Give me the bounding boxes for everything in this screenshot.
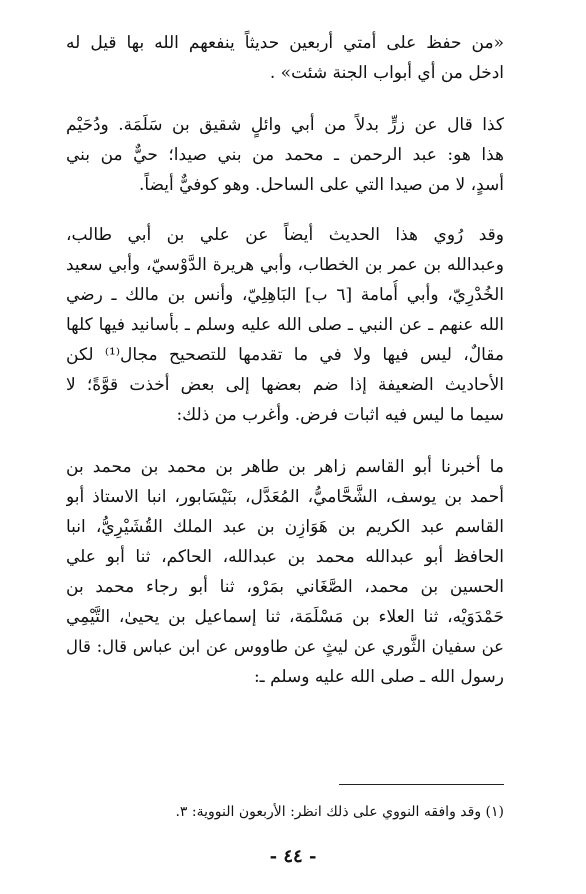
text-line: ما أخبرنا أبو القاسم زاهر بن طاهر بن محمد بن محمد بن xyxy=(66,457,504,477)
text-line: وقد رُوي هذا الحديث أيضاً عن علي بن أبي طالب، xyxy=(66,225,504,245)
text-line: سيما ما ليس فيه اثبات فرض. وأغرب من ذلك: xyxy=(176,405,504,425)
text-line: عن سفيان الثَّوري عن ليثٍ عن طاووس عن ابن عباس قال: قال xyxy=(66,637,504,656)
text-line: ادخل من أي أبواب الجنة شئت» . xyxy=(269,63,504,83)
text-line: أحمد بن يوسف، الشَّحَّاميُّ، المُعَدَّل، بنَيْسَابور، انبا الاستاذ أبو xyxy=(66,487,504,507)
text-line: الحسين بن محمد، الصَّغَاني بمَرْو، ثنا أبو رجاء محمد بن xyxy=(66,577,504,597)
text-line: الحافظ أبو عبدالله محمد بن عبدالله، الحاكم، ثنا أبو علي xyxy=(66,547,504,567)
paragraph-commentary xyxy=(66,110,504,200)
footnote-divider xyxy=(339,784,504,785)
text-line: القاسم عبد الكريم بن هَوَازِن بن عبد الملك القُشَيْرِيُّ، انبا xyxy=(66,517,504,537)
text-line: «من حفظ على أمتي أربعين حديثاً ينفعهم الله بها قيل له xyxy=(66,33,504,53)
text-line: حَمْدَوَيْه، ثنا العلاء بن مَسْلَمَة، ثنا إسماعيل بن يحيىٰ، التَّيْمِي xyxy=(66,607,504,627)
footnote: (١) وقد وافقه النووي على ذلك انظر: الأربعون النووية: ٣. xyxy=(175,804,504,820)
text-line: الأحاديث الضعيفة إذا ضم بعضها إلى بعض أخذت قوَّةً؛ لا xyxy=(66,375,504,395)
text-line: مقالٌ، ليس فيها ولا في ما تقدمها للتصحيح مجال⁽¹⁾ لكن xyxy=(66,345,504,365)
text-line: أسدٍ، لا من صيدا التي على الساحل. وهو كوفيٌّ أيضاً. xyxy=(138,175,504,195)
text-line: كذا قال عن زرٍّ بدلاً من أبي وائلٍ شقيق بن سَلَمَة. ودُحَيْم xyxy=(66,115,504,135)
text-line: الخُدْرِيّ، وأبي أُمامة [٦ ب] البَاهِلِيّ، وأنس بن مالك ـ رضي xyxy=(66,285,504,305)
page-number: - ٤٤ - xyxy=(269,846,317,867)
text-line: هذا هو: عبد الرحمن ـ محمد من بني صيدا؛ حيٌّ من بني xyxy=(66,145,504,165)
text-line: وعبدالله بن عمر بن الخطاب، وأبي هريرة الدَّوْسيّ، وأبي سعيد xyxy=(66,255,504,275)
text-line: الله عنهم ـ عن النبي ـ صلى الله عليه وسلم ـ بأسانيد فيها كلها xyxy=(66,315,504,335)
paragraph-narrations xyxy=(66,220,504,430)
text-line: رسول الله ـ صلى الله عليه وسلم ـ: xyxy=(253,667,504,687)
paragraph-isnad xyxy=(66,452,504,692)
paragraph-hadith-end xyxy=(66,28,504,88)
